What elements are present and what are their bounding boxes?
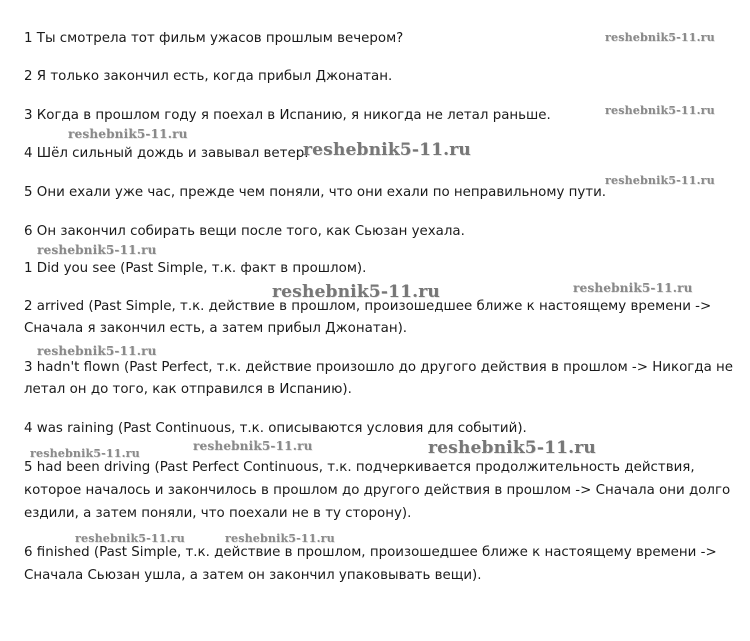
watermark: reshebnik5-11.ru (37, 344, 157, 358)
watermark: reshebnik5-11.ru (30, 447, 140, 460)
answer-5-line-3: ездили, а затем поняли, что поехали не в ту сторону). (24, 506, 412, 521)
sentence-6: 6 Он закончил собирать вещи после того, как Сьюзан уехала. (24, 224, 465, 239)
watermark: reshebnik5-11.ru (605, 104, 715, 117)
answer-1: 1 Did you see (Past Simple, т.к. факт в прошлом). (24, 261, 367, 276)
watermark: reshebnik5-11.ru (303, 140, 471, 160)
watermark: reshebnik5-11.ru (68, 127, 188, 141)
sentence-1: 1 Ты смотрела тот фильм ужасов прошлым вечером? (24, 31, 404, 46)
watermark: reshebnik5-11.ru (75, 532, 185, 545)
watermark: reshebnik5-11.ru (428, 438, 596, 458)
answer-5-line-2: которое началось и закончилось в прошлом до другого действия в прошлом -> Сначала они долго (24, 483, 731, 498)
watermark: reshebnik5-11.ru (605, 174, 715, 187)
answer-4: 4 was raining (Past Continuous, т.к. описываются условия для событий). (24, 421, 527, 436)
watermark: reshebnik5-11.ru (225, 532, 335, 545)
answer-2-line-2: Сначала я закончил есть, а затем прибыл Джонатан). (24, 321, 408, 336)
answer-5-line-1: 5 had been driving (Past Perfect Continuous, т.к. подчеркивается продолжительность действия, (24, 460, 695, 475)
answer-6-line-1: 6 finished (Past Simple, т.к. действие в прошлом, произошедшее ближе к настоящему времени -> (24, 545, 717, 560)
watermark: reshebnik5-11.ru (272, 282, 440, 302)
answer-2-line-1: 2 arrived (Past Simple, т.к. действие в прошлом, произошедшее ближе к настоящему времени -> (24, 299, 712, 314)
sentence-5: 5 Они ехали уже час, прежде чем поняли, что они ехали по неправильному пути. (24, 185, 607, 200)
watermark: reshebnik5-11.ru (37, 243, 157, 257)
answer-3-line-1: 3 hadn't flown (Past Perfect, т.к. действие произошло до другого действия в прошлом -> Никогда не (24, 360, 734, 375)
sentence-2: 2 Я только закончил есть, когда прибыл Джонатан. (24, 69, 393, 84)
watermark: reshebnik5-11.ru (605, 31, 715, 44)
watermark: reshebnik5-11.ru (573, 281, 693, 295)
answer-6-line-2: Сначала Сьюзан ушла, а затем он закончил упаковывать вещи). (24, 568, 482, 583)
answer-3-line-2: летал он до того, как отправился в Испанию). (24, 382, 352, 397)
watermark: reshebnik5-11.ru (193, 439, 313, 453)
sentence-3: 3 Когда в прошлом году я поехал в Испанию, я никогда не летал раньше. (24, 108, 551, 123)
sentence-4: 4 Шёл сильный дождь и завывал ветер. (24, 146, 309, 161)
